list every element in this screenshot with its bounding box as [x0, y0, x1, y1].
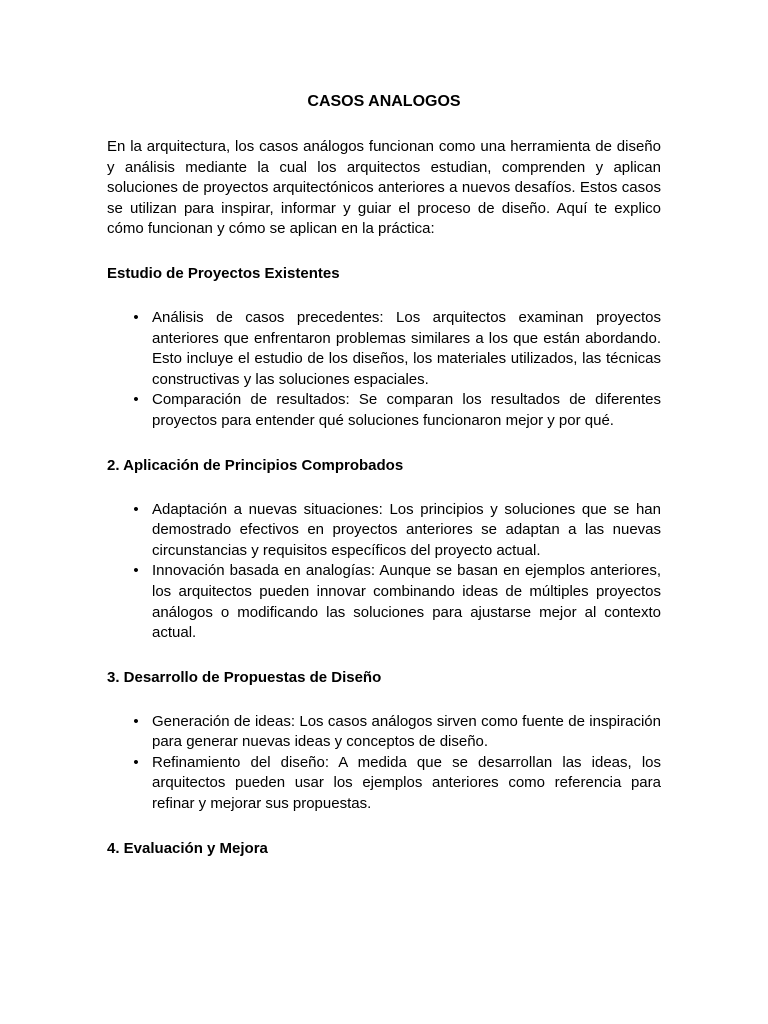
section-heading-4: 4. Evaluación y Mejora [107, 839, 268, 857]
bullet-text: Adaptación a nuevas situaciones: Los principios y soluciones que se han demostrado efectivos en proyectos anteriores se adaptan a las nuevas circunstancias y requisitos específicos del proyecto actual. [152, 500, 661, 559]
bullet-list-3 [107, 712, 661, 815]
bullet-text: Comparación de resultados: Se comparan los resultados de diferentes proyectos para entender qué soluciones funcionaron mejor y por qué. [152, 391, 661, 429]
section-heading-2: 2. Aplicación de Principios Comprobados [107, 456, 404, 474]
section-heading-1: Estudio de Proyectos Existentes [107, 264, 340, 282]
bullet-list-2 [107, 500, 661, 644]
list-item [107, 500, 661, 562]
bullet-text: Generación de ideas: Los casos análogos sirven como fuente de inspiración para generar nuevas ideas y conceptos de diseño. [152, 712, 661, 751]
bullet-text: Análisis de casos precedentes: Los arquitectos examinan proyectos anteriores que enfrentaron problemas similares a los que están abordando. Esto incluye el estudio de los diseños, los materiales utilizados, las técnicas constructivas y las soluciones espaciales. [152, 308, 661, 388]
list-item [107, 712, 661, 753]
bullet-icon: • [133, 500, 139, 518]
list-item [107, 390, 661, 431]
bullet-icon: • [133, 308, 139, 326]
document-title: CASOS ANALOGOS [307, 93, 461, 110]
intro-paragraph: En la arquitectura, los casos análogos funcionan como una herramienta de diseño y análisis mediante la cual los arquitectos estudian, comprenden y aplican soluciones de proyectos arquitectónicos anteriores a nuevos desafíos. Estos casos se utilizan para inspirar, informar y guiar el proceso de diseño. Aquí te explico cómo funcionan y cómo se aplican en la práctica: [107, 138, 661, 238]
bullet-list-1 [107, 308, 661, 432]
list-item [107, 561, 661, 643]
section-heading-3: 3. Desarrollo de Propuestas de Diseño [107, 668, 382, 686]
bullet-icon: • [133, 562, 139, 580]
list-item [107, 308, 661, 390]
bullet-text: Refinamiento del diseño: A medida que se desarrollan las ideas, los arquitectos pueden usar los ejemplos anteriores como referencia para refinar y mejorar sus propuestas. [152, 753, 661, 813]
bullet-icon: • [133, 753, 139, 771]
bullet-icon: • [133, 712, 139, 730]
document-page [107, 92, 661, 859]
list-item [107, 753, 661, 815]
bullet-icon: • [133, 391, 139, 409]
bullet-text: Innovación basada en analogías: Aunque se basan en ejemplos anteriores, los arquitectos pueden innovar combinando ideas de múltiples proyectos análogos o modificando las soluciones para ajustarse mejor al contexto actual. [152, 562, 661, 642]
